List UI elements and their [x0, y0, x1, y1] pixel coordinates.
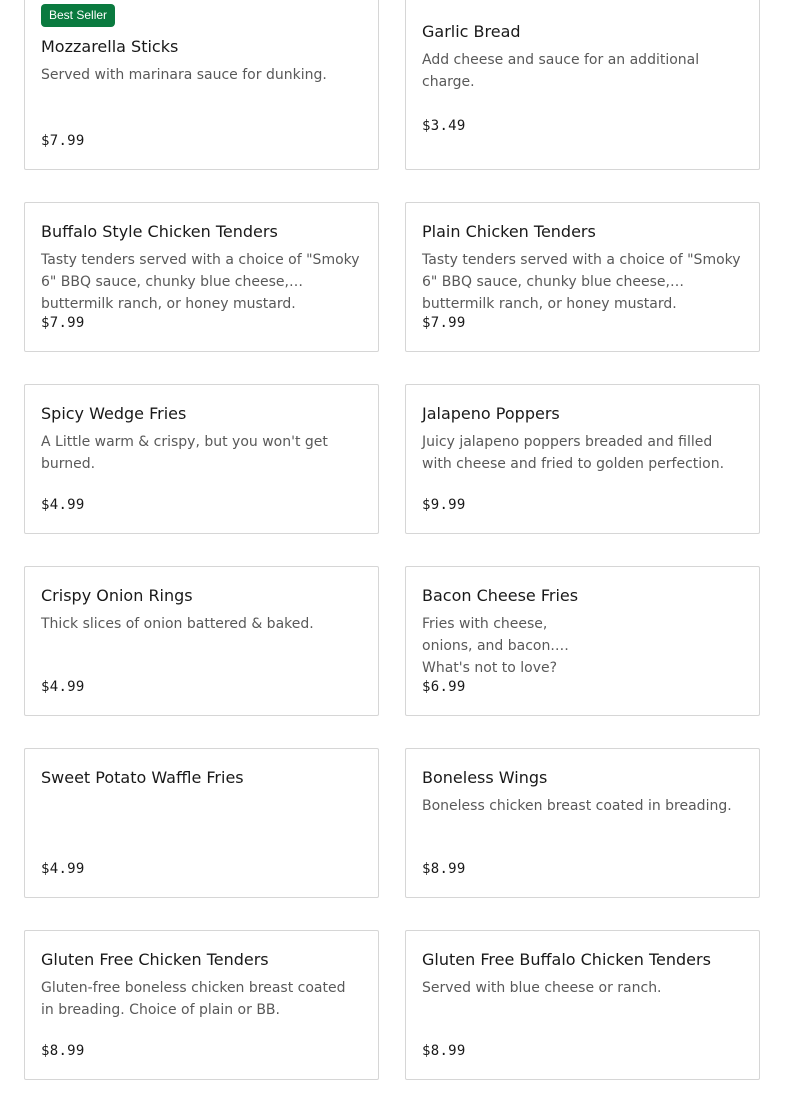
item-price: $3.49 — [422, 118, 466, 134]
item-title: Bacon Cheese Fries — [422, 586, 579, 605]
item-description: Fries with cheese, onions, and bacon. What's not to love? — [422, 616, 558, 676]
item-price: $9.99 — [422, 497, 466, 513]
menu-item-card[interactable] — [405, 930, 760, 1080]
item-description: Served with marinara sauce for dunking. — [41, 67, 327, 83]
item-price: $8.99 — [422, 861, 466, 877]
item-description: A Little warm & crispy, but you won't get burned. — [41, 434, 328, 472]
item-description: Served with blue cheese or ranch. — [422, 980, 662, 996]
menu-item-card[interactable] — [24, 930, 379, 1080]
menu-item-card[interactable] — [405, 0, 760, 170]
item-description: Tasty tenders served with a choice of "Smoky 6" BBQ sauce, chunky blue cheese, buttermilk ranch, or honey mustard. — [422, 252, 741, 312]
item-price: $6.99 — [422, 679, 466, 695]
item-title: Crispy Onion Rings — [41, 586, 193, 605]
item-title: Garlic Bread — [422, 22, 521, 41]
menu-item-card[interactable] — [24, 748, 379, 898]
item-price: $4.99 — [41, 679, 85, 695]
item-title: Plain Chicken Tenders — [422, 222, 596, 241]
menu-item-card[interactable] — [24, 566, 379, 716]
menu-item-card[interactable] — [405, 748, 760, 898]
item-description: Boneless chicken breast coated in breading. — [422, 798, 732, 814]
item-description: Tasty tenders served with a choice of "Smoky 6" BBQ sauce, chunky blue cheese, buttermilk ranch, or honey mustard. — [41, 252, 360, 312]
item-title: Sweet Potato Waffle Fries — [41, 768, 244, 787]
item-price: $8.99 — [422, 1043, 466, 1059]
item-description: Thick slices of onion battered & baked. — [41, 616, 314, 632]
item-description: Juicy jalapeno poppers breaded and filled with cheese and fried to golden perfection. — [422, 434, 725, 472]
menu-item-card[interactable] — [24, 0, 379, 170]
item-price: $7.99 — [422, 315, 466, 331]
item-title: Spicy Wedge Fries — [41, 404, 187, 423]
item-title: Jalapeno Poppers — [422, 404, 560, 423]
item-title: Gluten Free Chicken Tenders — [41, 950, 269, 969]
item-title: Gluten Free Buffalo Chicken Tenders — [422, 950, 711, 969]
menu-item-card[interactable] — [24, 384, 379, 534]
item-description: Add cheese and sauce for an additional charge. — [422, 52, 700, 90]
item-title: Boneless Wings — [422, 768, 548, 787]
item-description: Gluten-free boneless chicken breast coated in breading. Choice of plain or BB. — [41, 980, 346, 1018]
item-title: Mozzarella Sticks — [41, 37, 179, 56]
item-price: $4.99 — [41, 497, 85, 513]
item-title: Buffalo Style Chicken Tenders — [41, 222, 278, 241]
menu-item-card[interactable] — [405, 566, 760, 716]
menu-item-card[interactable] — [24, 202, 379, 352]
menu-item-card[interactable] — [405, 202, 760, 352]
best-seller-badge: Best Seller — [41, 4, 115, 27]
item-price: $4.99 — [41, 861, 85, 877]
item-price: $7.99 — [41, 315, 85, 331]
item-price: $8.99 — [41, 1043, 85, 1059]
item-price: $7.99 — [41, 133, 85, 149]
menu-item-card[interactable] — [405, 384, 760, 534]
